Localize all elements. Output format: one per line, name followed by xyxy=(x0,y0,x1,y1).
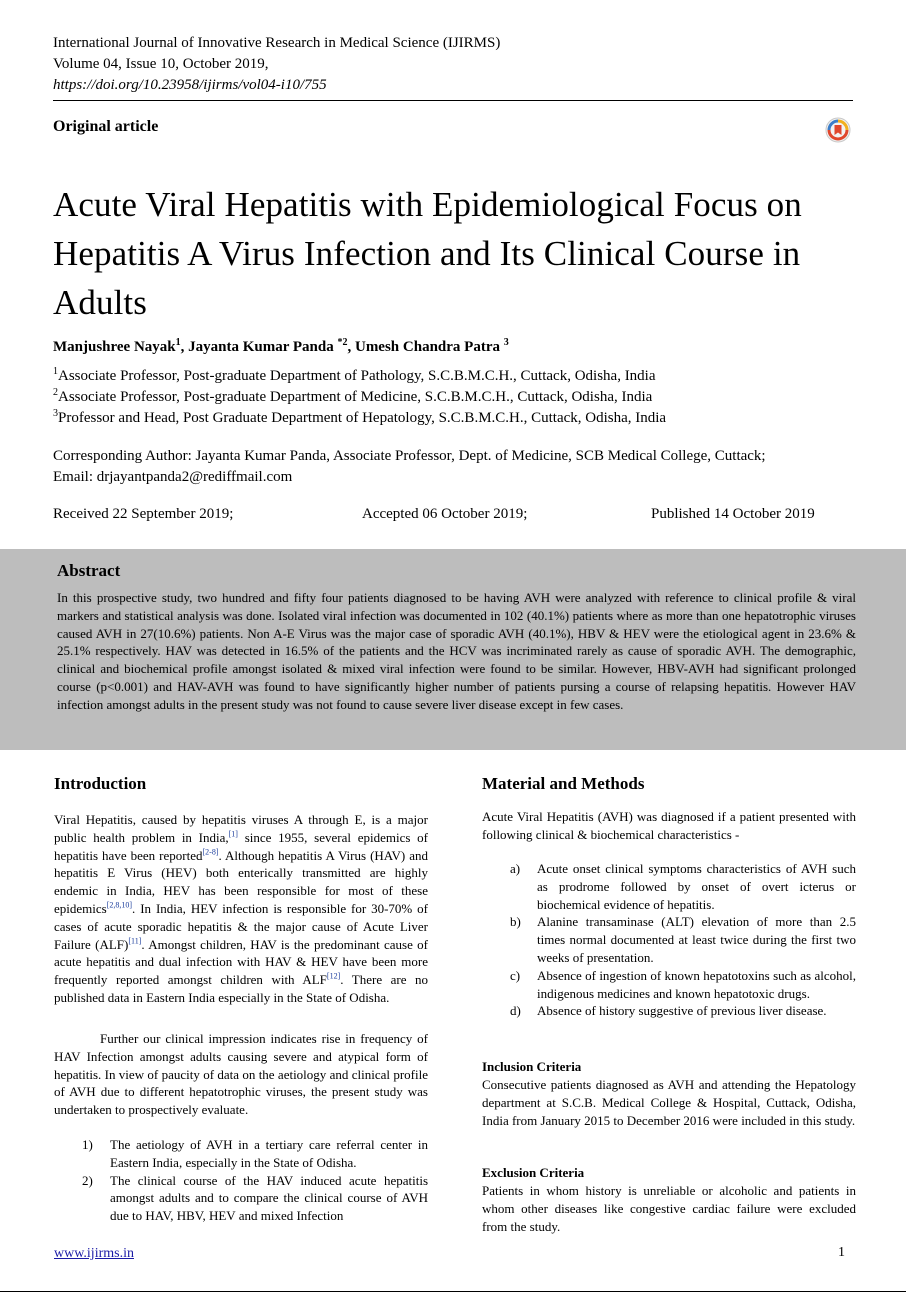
list-text: The clinical course of the HAV induced acute hepatitis amongst adults and to compare the clinical course of AVH due to HAV, HBV, HEV and mixed Infection xyxy=(110,1172,428,1224)
exclusion-heading: Exclusion Criteria xyxy=(482,1165,585,1180)
author-sup: 1 xyxy=(175,337,181,348)
author-sep: , xyxy=(180,339,189,355)
text-run: . In India, HEV infection is responsible for 30-70% of cases of acute sporadic hepatitis & the major cause of Acute Liver Failure (ALF) xyxy=(54,900,428,952)
citation-link[interactable]: [1] xyxy=(228,829,238,839)
introduction-heading: Introduction xyxy=(54,774,147,793)
author-name: Umesh Chandra Patra xyxy=(354,339,504,355)
crossmark-icon[interactable] xyxy=(825,117,851,143)
inclusion-text: Consecutive patients diagnosed as AVH and attending the Hepatology department at S.C.B. Medical College & Hospital, Cuttack, Odisha, India from January 2015 to December 2016 were included in this study. xyxy=(482,1077,856,1128)
footer-rule xyxy=(0,1291,906,1292)
list-letter: b) xyxy=(510,914,521,930)
introduction-para-2: Further our clinical impression indicates rise in frequency of HAV Infection amongst adults causing severe and atypical form of hepatitis. In view of paucity of data on the aetiology and clinical profile of AVH due to different hepatotrophic viruses, the present study was undertaken to prospectively evaluate. xyxy=(54,1031,428,1118)
citation-link[interactable]: [12] xyxy=(326,971,341,981)
methods-intro: Acute Viral Hepatitis (AVH) was diagnosed if a patient presented with following clinical & biochemical characteristics - xyxy=(482,809,856,842)
list-text: Alanine transaminase (ALT) elevation of more than 2.5 times normal documented at least twice during the first two weeks of presentation. xyxy=(537,914,856,965)
text-run: since 1955, several epidemics of hepatitis have been reported xyxy=(54,829,428,863)
website-link[interactable]: www.ijirms.in xyxy=(54,1246,134,1261)
text-run: . Amongst children, HAV is the predominant cause of acute hepatitis and dual infection with HAV & HEV have been more frequently reported amongst children with ALF xyxy=(54,936,428,988)
methods-list xyxy=(510,860,856,1020)
doi-link[interactable]: https://doi.org/10.23958/ijirms/vol04-i10/755 xyxy=(53,77,327,93)
list-text: Acute onset clinical symptoms characteristics of AVH such as prodrome followed by onset of overt icterus or biochemical evidence of hepatitis. xyxy=(537,861,856,912)
list-item xyxy=(82,1172,428,1225)
text-run: . Although hepatitis A Virus (HAV) and hepatitis E Virus (HEV) both enterically transmitted are highly endemic in India, HEV has been responsible for most of these epidemics xyxy=(54,847,429,916)
article-type: Original article xyxy=(53,118,159,135)
author-name: Jayanta Kumar Panda xyxy=(188,339,338,355)
list-item xyxy=(510,913,856,966)
citation-link[interactable]: [2-8] xyxy=(202,847,219,857)
affiliation xyxy=(53,389,652,406)
list-letter: c) xyxy=(510,967,521,983)
exclusion-text: Patients in whom history is unreliable or alcoholic and patients in whom other diseases like congestive cardiac failure were excluded from the study. xyxy=(482,1183,856,1234)
list-item xyxy=(510,967,856,1003)
list-text: The aetiology of AVH in a tertiary care referral center in Eastern India, especially in the State of Odisha. xyxy=(110,1137,428,1170)
affiliation xyxy=(53,410,666,427)
list-letter: a) xyxy=(510,861,521,876)
list-item xyxy=(510,860,856,913)
author-sup: 3 xyxy=(503,337,509,348)
list-number: 2) xyxy=(82,1172,93,1188)
introduction-list xyxy=(82,1136,428,1225)
text-run: . There are no published data in Eastern India especially in the State of Odisha. xyxy=(54,972,428,1005)
inclusion-heading: Inclusion Criteria xyxy=(482,1059,582,1074)
list-text: Absence of history suggestive of previous liver disease. xyxy=(537,1003,827,1019)
journal-name: International Journal of Innovative Research in Medical Science (IJIRMS) xyxy=(53,35,501,51)
author-sup: *2 xyxy=(337,337,348,348)
list-text: Absence of ingestion of known hepatotoxins such as alcohol, indigenous medicines and known hepatotoxic drugs. xyxy=(537,967,856,1001)
abstract-text: In this prospective study, two hundred and fifty four patients diagnosed to be having AVH were analyzed with reference to clinical profile & viral markers and statistical analysis was done. Isolated viral infection was documented in 102 (40.1%) patients where as more than one hepatotrophic viruses caused AVH in 27(10.6%) patients. Non A-E Virus was the major case of sporadic AVH (40.1%), HBV & HEV were the etiological agent in 23.6% & 25.1% respectively. HAV was detected in 16.5% of the patients and the HCV was incriminated rarely as cause of sporadic AVH. The demographic, clinical and biochemical profile amongst isolated & mixed viral infection were found to be similar. However, HBV-AVH had significant prolonged course (p<0.001) and HAV-AVH was found to have significantly higher number of patients pursing a course of relapsing hepatitis. However HAV infection amongst adults in the present study was not found to cause severe liver disease except in few cases. xyxy=(57,590,856,712)
author-name: Manjushree Nayak xyxy=(53,339,176,355)
text-run: Viral Hepatitis, caused by hepatitis viruses A through E, is a major public health problem in India, xyxy=(54,812,428,845)
published-date: Published 14 October 2019 xyxy=(651,506,815,522)
abstract-heading: Abstract xyxy=(57,561,121,580)
list-item xyxy=(510,1002,856,1020)
volume-info: Volume 04, Issue 10, October 2019, xyxy=(53,56,269,72)
list-letter: d) xyxy=(510,1003,521,1019)
list-number: 1) xyxy=(82,1137,93,1152)
email[interactable]: Email: drjayantpanda2@rediffmail.com xyxy=(53,469,293,485)
introduction-para-1 xyxy=(54,811,428,1007)
affiliation-num: 2 xyxy=(53,387,58,398)
affiliation-num: 3 xyxy=(53,408,58,419)
article-title: Acute Viral Hepatitis with Epidemiological Focus on Hepatitis A Virus Infection and Its Clinical Course in Adults xyxy=(53,185,802,322)
affiliation xyxy=(53,368,656,385)
citation-link[interactable]: [11] xyxy=(128,936,142,946)
citation-link[interactable]: [2,8,10] xyxy=(106,900,133,910)
accepted-date: Accepted 06 October 2019; xyxy=(362,506,528,522)
list-item xyxy=(82,1136,428,1172)
affiliation-text: Associate Professor, Post-graduate Department of Pathology, S.C.B.M.C.H., Cuttack, Odisha, India xyxy=(58,368,656,384)
author-list xyxy=(53,339,509,356)
methods-heading: Material and Methods xyxy=(482,774,645,793)
received-date: Received 22 September 2019; xyxy=(53,506,234,522)
affiliation-text: Associate Professor, Post-graduate Department of Medicine, S.C.B.M.C.H., Cuttack, Odisha, India xyxy=(58,389,653,405)
affiliation-text: Professor and Head, Post Graduate Department of Hepatology, S.C.B.M.C.H., Cuttack, Odisha, India xyxy=(58,410,667,426)
affiliation-num: 1 xyxy=(53,366,58,377)
corresponding-author: Corresponding Author: Jayanta Kumar Panda, Associate Professor, Dept. of Medicine, SCB Medical College, Cuttack; xyxy=(53,448,766,464)
header-rule xyxy=(53,100,853,101)
page-number: 1 xyxy=(838,1245,845,1260)
author-sep: , xyxy=(347,339,355,355)
